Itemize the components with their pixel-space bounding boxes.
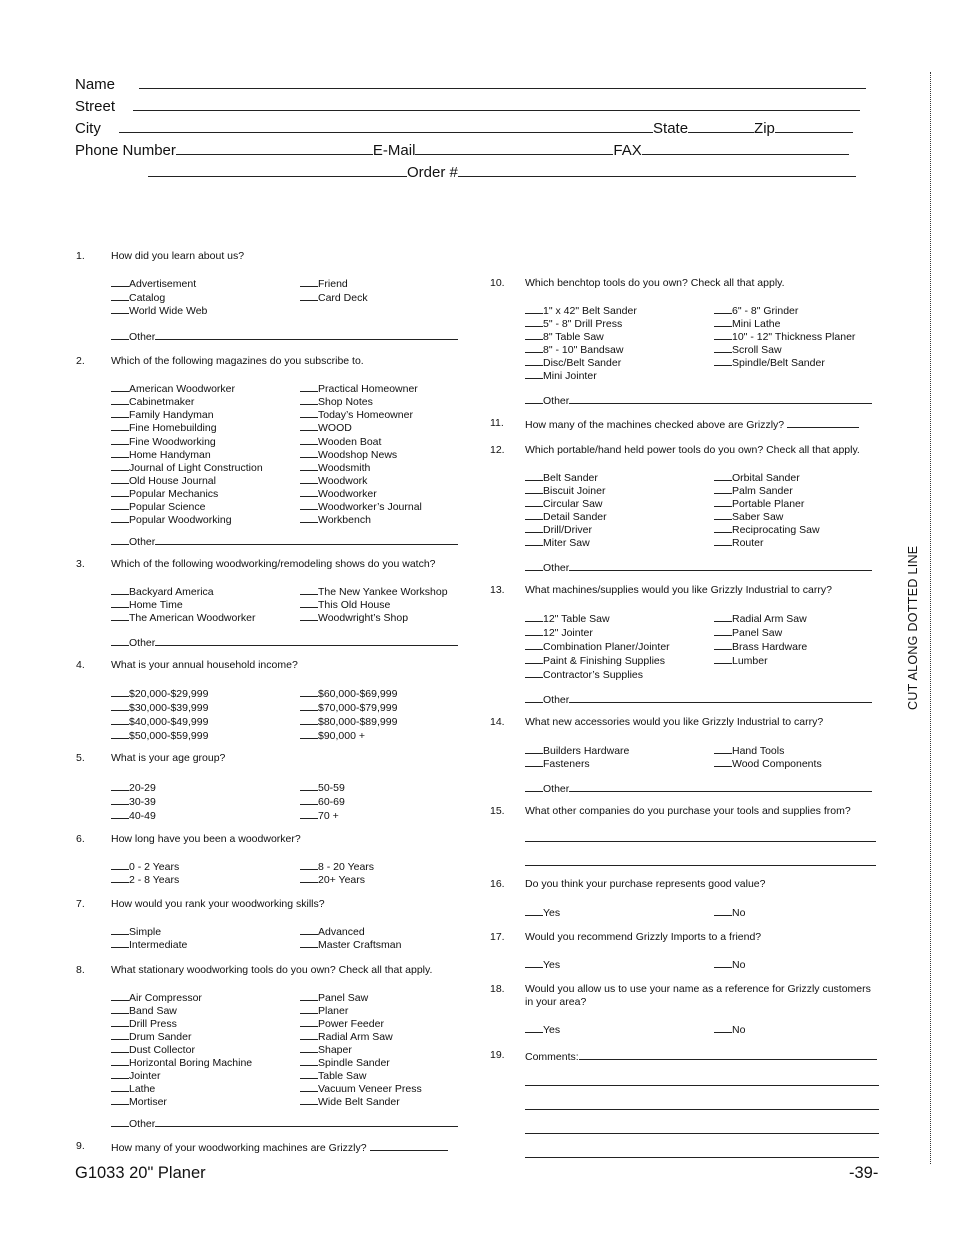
q16-no[interactable] bbox=[714, 905, 745, 920]
q6-option-label: 0 - 2 Years bbox=[129, 861, 180, 873]
q14-option-label: Fasteners bbox=[543, 758, 590, 770]
q8-other[interactable] bbox=[111, 1116, 458, 1131]
q2-option-label: American Woodworker bbox=[129, 383, 236, 395]
q5-option[interactable] bbox=[111, 780, 156, 795]
q10-text: Which benchtop tools do you own? Check all that apply. bbox=[525, 277, 785, 289]
q13-option-label: Brass Hardware bbox=[732, 641, 808, 653]
q5-option-label: 40-49 bbox=[129, 810, 156, 822]
q2-option-label: Workbench bbox=[318, 514, 371, 526]
footer-model: G1033 20" Planer bbox=[75, 1164, 206, 1182]
q5-option[interactable] bbox=[300, 780, 345, 795]
q15-answer-line-1[interactable] bbox=[525, 841, 876, 842]
q2-option-label: Woodsmith bbox=[318, 462, 371, 474]
street-row bbox=[75, 97, 860, 116]
other-label: Other bbox=[129, 331, 156, 343]
q14-option[interactable] bbox=[525, 756, 590, 771]
q18-text-continued: in your area? bbox=[525, 996, 587, 1008]
q19-comment-line-2[interactable] bbox=[525, 1109, 879, 1110]
q1-option-label: World Wide Web bbox=[129, 305, 208, 317]
q2-option-label: Popular Mechanics bbox=[129, 488, 219, 500]
q16-number: 16. bbox=[490, 878, 505, 890]
q2-option[interactable] bbox=[300, 420, 352, 435]
q8-option-label: Lathe bbox=[129, 1083, 156, 1095]
phone-row bbox=[75, 141, 849, 160]
q2-option[interactable] bbox=[111, 512, 232, 527]
q8-option-label: Spindle Sander bbox=[318, 1057, 390, 1069]
q2-option-label: Woodworker bbox=[318, 488, 377, 500]
q2-option-label: Woodworker’s Journal bbox=[318, 501, 422, 513]
q16-option-label: Yes bbox=[543, 907, 561, 919]
q1-other[interactable] bbox=[111, 329, 458, 344]
q16-yes[interactable] bbox=[525, 905, 560, 920]
q2-option-label: Cabinetmaker bbox=[129, 396, 195, 408]
q2-option[interactable] bbox=[300, 512, 371, 527]
q5-option[interactable] bbox=[111, 794, 156, 809]
q1-option-label: Friend bbox=[318, 278, 348, 290]
q4-text: What is your annual household income? bbox=[111, 659, 298, 671]
q14-option-label: Builders Hardware bbox=[543, 745, 630, 757]
q7-option[interactable] bbox=[300, 937, 401, 952]
q4-number: 4. bbox=[76, 659, 85, 671]
q4-option[interactable] bbox=[111, 714, 208, 729]
name-label: Name bbox=[75, 76, 116, 93]
q12-option-label: Router bbox=[732, 537, 764, 549]
q8-option-label: Horizontal Boring Machine bbox=[129, 1057, 253, 1069]
q8-number: 8. bbox=[76, 964, 85, 976]
q4-option[interactable] bbox=[111, 700, 208, 715]
q12-option-label: Belt Sander bbox=[543, 472, 598, 484]
q5-number: 5. bbox=[76, 752, 85, 764]
q13-option-label: 12" Jointer bbox=[543, 627, 593, 639]
q12-option-label: Biscuit Joiner bbox=[543, 485, 606, 497]
q13-option-label: 12" Table Saw bbox=[543, 613, 610, 625]
q14-option-label: Hand Tools bbox=[732, 745, 785, 757]
q13-option-label: Contractor’s Supplies bbox=[543, 669, 643, 681]
q3-option-label: This Old House bbox=[318, 599, 391, 611]
other-label: Other bbox=[129, 637, 156, 649]
footer-page-number: -39- bbox=[849, 1164, 879, 1182]
q13-number: 13. bbox=[490, 584, 505, 596]
q10-option-label: Mini Lathe bbox=[732, 318, 781, 330]
q15-text: What other companies do you purchase your tools and supplies from? bbox=[525, 805, 851, 817]
email-label: E-Mail bbox=[372, 142, 416, 159]
q9-text bbox=[111, 1140, 448, 1155]
q1-option-4[interactable] bbox=[300, 276, 348, 291]
q1-option-3[interactable] bbox=[111, 303, 207, 318]
order-field[interactable] bbox=[458, 163, 856, 177]
q1-option-label: Advertisement bbox=[129, 278, 197, 290]
q13-option-label: Panel Saw bbox=[732, 627, 783, 639]
q14-option-label: Wood Components bbox=[732, 758, 822, 770]
phone-label: Phone Number bbox=[75, 142, 176, 159]
q17-yes[interactable] bbox=[525, 957, 560, 972]
q7-option-label: Simple bbox=[129, 926, 162, 938]
q13-option[interactable] bbox=[525, 653, 665, 668]
q2-option-label: Old House Journal bbox=[129, 475, 216, 487]
q15-answer-line-2[interactable] bbox=[525, 865, 876, 866]
other-label: Other bbox=[129, 536, 156, 548]
q17-option-label: Yes bbox=[543, 959, 561, 971]
q11-number: 11. bbox=[490, 417, 504, 429]
q13-option-label: Combination Planer/Jointer bbox=[543, 641, 670, 653]
q3-option-label: The New Yankee Workshop bbox=[318, 586, 448, 598]
q13-other[interactable] bbox=[525, 692, 872, 707]
q2-option-label: Woodshop News bbox=[318, 449, 398, 461]
q12-option-label: Circular Saw bbox=[543, 498, 603, 510]
q13-option[interactable] bbox=[714, 653, 768, 668]
q2-option-label: Popular Science bbox=[129, 501, 206, 513]
q17-number: 17. bbox=[490, 931, 505, 943]
q16-option-label: No bbox=[732, 907, 746, 919]
q10-number: 10. bbox=[490, 277, 505, 289]
q2-option[interactable] bbox=[111, 420, 217, 435]
q13-option-label: Radial Arm Saw bbox=[732, 613, 807, 625]
q8-option-label: Planer bbox=[318, 1005, 349, 1017]
q4-option-label: $20,000-$29,999 bbox=[129, 688, 209, 700]
q1-text: How did you learn about us? bbox=[111, 250, 245, 262]
q4-option-label: $90,000 + bbox=[318, 730, 366, 742]
q2-option-label: Woodwork bbox=[318, 475, 368, 487]
q6-option[interactable] bbox=[111, 872, 179, 887]
q2-option-label: WOOD bbox=[318, 422, 352, 434]
q3-other[interactable] bbox=[111, 635, 458, 650]
q10-option-label: Mini Jointer bbox=[543, 370, 597, 382]
q13-option-label: Paint & Finishing Supplies bbox=[543, 655, 665, 667]
q10-option[interactable] bbox=[525, 368, 597, 383]
q13-option[interactable] bbox=[714, 639, 807, 654]
q8-option-label: Table Saw bbox=[318, 1070, 367, 1082]
q1-number: 1. bbox=[76, 250, 85, 262]
q5-option[interactable] bbox=[300, 808, 339, 823]
q8-option-label: Wide Belt Sander bbox=[318, 1096, 400, 1108]
q14-text: What new accessories would you like Grizzly Industrial to carry? bbox=[525, 716, 824, 728]
name-field[interactable] bbox=[139, 75, 866, 89]
q4-option-label: $70,000-$79,999 bbox=[318, 702, 398, 714]
q18-option-label: No bbox=[732, 1024, 746, 1036]
q6-number: 6. bbox=[76, 833, 85, 845]
q10-option-label: 5" - 8" Drill Press bbox=[543, 318, 623, 330]
q5-option-label: 50-59 bbox=[318, 782, 345, 794]
other-label: Other bbox=[543, 783, 570, 795]
q14-option[interactable] bbox=[714, 756, 822, 771]
order-row bbox=[148, 163, 856, 182]
email-field[interactable] bbox=[415, 141, 613, 155]
q13-option[interactable] bbox=[525, 667, 643, 682]
q8-option-label: Shaper bbox=[318, 1044, 352, 1056]
q2-text: Which of the following magazines do you subscribe to. bbox=[111, 355, 364, 367]
q6-option-label: 2 - 8 Years bbox=[129, 874, 180, 886]
q17-no[interactable] bbox=[714, 957, 745, 972]
q13-option[interactable] bbox=[525, 625, 593, 640]
q12-option-label: Palm Sander bbox=[732, 485, 793, 497]
q14-other[interactable] bbox=[525, 781, 872, 796]
q3-number: 3. bbox=[76, 558, 85, 570]
q1-option-5[interactable] bbox=[300, 290, 368, 305]
q7-number: 7. bbox=[76, 898, 85, 910]
other-label: Other bbox=[129, 1118, 156, 1130]
q19-comment-line-3[interactable] bbox=[525, 1133, 879, 1134]
phone-field[interactable] bbox=[176, 141, 373, 155]
q3-option-label: Home Time bbox=[129, 599, 183, 611]
q2-option-label: Family Handyman bbox=[129, 409, 214, 421]
q4-option[interactable] bbox=[300, 728, 365, 743]
q19-number: 19. bbox=[490, 1049, 505, 1061]
q6-option-label: 8 - 20 Years bbox=[318, 861, 375, 873]
q15-number: 15. bbox=[490, 805, 505, 817]
q10-other[interactable] bbox=[525, 393, 872, 408]
q5-text: What is your age group? bbox=[111, 752, 226, 764]
q1-option-1[interactable] bbox=[111, 276, 196, 291]
q18-option-label: Yes bbox=[543, 1024, 561, 1036]
q3-option[interactable] bbox=[300, 610, 408, 625]
q10-option-label: 8" - 10" Bandsaw bbox=[543, 344, 624, 356]
q17-text: Would you recommend Grizzly Imports to a friend? bbox=[525, 931, 762, 943]
q19-comment-line-1[interactable] bbox=[525, 1085, 879, 1086]
q18-number: 18. bbox=[490, 983, 505, 995]
q9-answer-field[interactable] bbox=[370, 1140, 448, 1151]
name-row bbox=[75, 75, 866, 94]
q11-label: How many of the machines checked above are Grizzly? bbox=[525, 419, 785, 431]
q12-text: Which portable/hand held power tools do you own? Check all that apply. bbox=[525, 444, 860, 456]
q11-text bbox=[525, 417, 859, 432]
q4-option-label: $40,000-$49,999 bbox=[129, 716, 209, 728]
q2-option-label: Journal of Light Construction bbox=[129, 462, 263, 474]
cut-instruction: CUT ALONG DOTTED LINE bbox=[906, 545, 920, 710]
q3-option-label: Backyard America bbox=[129, 586, 214, 598]
q5-option-label: 20-29 bbox=[129, 782, 156, 794]
q10-option-label: 8" Table Saw bbox=[543, 331, 604, 343]
q12-option-label: Orbital Sander bbox=[732, 472, 800, 484]
other-label: Other bbox=[543, 694, 570, 706]
q2-option-label: Fine Homebuilding bbox=[129, 422, 217, 434]
city-row bbox=[75, 119, 853, 138]
q1-option-label: Catalog bbox=[129, 292, 166, 304]
q13-option[interactable] bbox=[714, 611, 807, 626]
q4-option[interactable] bbox=[111, 728, 208, 743]
q13-option[interactable] bbox=[525, 639, 670, 654]
q7-option[interactable] bbox=[111, 937, 187, 952]
q2-number: 2. bbox=[76, 355, 85, 367]
q2-option-label: Home Handyman bbox=[129, 449, 211, 461]
q4-option[interactable] bbox=[300, 686, 397, 701]
q19-text bbox=[525, 1049, 877, 1064]
q8-option[interactable] bbox=[111, 1094, 167, 1109]
street-field[interactable] bbox=[133, 97, 860, 111]
q8-option-label: Power Feeder bbox=[318, 1018, 384, 1030]
q1-option-label: Card Deck bbox=[318, 292, 368, 304]
q19-comment-field[interactable] bbox=[579, 1049, 877, 1060]
q4-option[interactable] bbox=[300, 700, 397, 715]
q9-label: How many of your woodworking machines are Grizzly? bbox=[111, 1142, 367, 1154]
q8-option-label: Radial Arm Saw bbox=[318, 1031, 393, 1043]
q5-option[interactable] bbox=[300, 794, 345, 809]
q7-option-label: Master Craftsman bbox=[318, 939, 402, 951]
q4-option-label: $30,000-$39,999 bbox=[129, 702, 209, 714]
q2-option-label: Today’s Homeowner bbox=[318, 409, 413, 421]
city-field[interactable] bbox=[119, 119, 653, 133]
order-prefix-field[interactable] bbox=[148, 163, 407, 177]
q3-option-label: Woodwright’s Shop bbox=[318, 612, 409, 624]
order-label: Order # bbox=[407, 164, 458, 181]
q13-text: What machines/supplies would you like Grizzly Industrial to carry? bbox=[525, 584, 832, 596]
q12-option-label: Saber Saw bbox=[732, 511, 784, 523]
q2-option-label: Practical Homeowner bbox=[318, 383, 418, 395]
q13-option[interactable] bbox=[714, 625, 782, 640]
q8-option-label: Mortiser bbox=[129, 1096, 167, 1108]
q8-option-label: Drill Press bbox=[129, 1018, 177, 1030]
q13-option-label: Lumber bbox=[732, 655, 768, 667]
q12-other[interactable] bbox=[525, 560, 872, 575]
city-label: City bbox=[75, 120, 101, 137]
q12-number: 12. bbox=[490, 444, 505, 456]
cut-line bbox=[930, 72, 931, 1164]
q12-option-label: Miter Saw bbox=[543, 537, 590, 549]
q8-option-label: Air Compressor bbox=[129, 992, 202, 1004]
q10-option-label: 1" x 42" Belt Sander bbox=[543, 305, 637, 317]
state-label: State bbox=[653, 120, 689, 137]
q5-option-label: 70 + bbox=[318, 810, 339, 822]
q10-option-label: Spindle/Belt Sander bbox=[732, 357, 825, 369]
q7-option-label: Advanced bbox=[318, 926, 365, 938]
q10-option-label: Scroll Saw bbox=[732, 344, 782, 356]
street-label: Street bbox=[75, 98, 116, 115]
fax-field[interactable] bbox=[642, 141, 849, 155]
q12-option[interactable] bbox=[525, 535, 590, 550]
q2-other[interactable] bbox=[111, 534, 458, 549]
q8-option-label: Dust Collector bbox=[129, 1044, 195, 1056]
q4-option-label: $60,000-$69,999 bbox=[318, 688, 398, 700]
q19-comment-line-4[interactable] bbox=[525, 1157, 879, 1158]
other-label: Other bbox=[543, 395, 570, 407]
q19-label: Comments: bbox=[525, 1051, 579, 1063]
q4-option[interactable] bbox=[300, 714, 397, 729]
q12-option-label: Portable Planer bbox=[732, 498, 805, 510]
q9-number: 9. bbox=[76, 1140, 85, 1152]
q2-option-label: Wooden Boat bbox=[318, 436, 382, 448]
q11-answer-field[interactable] bbox=[787, 417, 859, 428]
q2-option-label: Shop Notes bbox=[318, 396, 373, 408]
q13-option[interactable] bbox=[525, 611, 610, 626]
q12-option[interactable] bbox=[714, 535, 764, 550]
q18-no[interactable] bbox=[714, 1022, 745, 1037]
q8-text: What stationary woodworking tools do you own? Check all that apply. bbox=[111, 964, 433, 976]
q17-option-label: No bbox=[732, 959, 746, 971]
q8-option-label: Drum Sander bbox=[129, 1031, 192, 1043]
q10-option-label: Disc/Belt Sander bbox=[543, 357, 622, 369]
q3-option-label: The American Woodworker bbox=[129, 612, 256, 624]
q18-text: Would you allow us to use your name as a reference for Grizzly customers bbox=[525, 983, 871, 995]
q4-option-label: $80,000-$89,999 bbox=[318, 716, 398, 728]
q10-option[interactable] bbox=[714, 355, 825, 370]
q8-option[interactable] bbox=[300, 1094, 400, 1109]
q4-option-label: $50,000-$59,999 bbox=[129, 730, 209, 742]
q18-yes[interactable] bbox=[525, 1022, 560, 1037]
q8-option-label: Band Saw bbox=[129, 1005, 177, 1017]
other-label: Other bbox=[543, 562, 570, 574]
q14-number: 14. bbox=[490, 716, 505, 728]
zip-label: Zip bbox=[754, 120, 775, 137]
q2-option-label: Popular Woodworking bbox=[129, 514, 232, 526]
q3-option[interactable] bbox=[111, 610, 255, 625]
zip-field[interactable] bbox=[775, 119, 853, 133]
q6-option-label: 20+ Years bbox=[318, 874, 366, 886]
q7-option-label: Intermediate bbox=[129, 939, 188, 951]
q5-option[interactable] bbox=[111, 808, 156, 823]
q10-option-label: 10" - 12" Thickness Planer bbox=[732, 331, 856, 343]
fax-label: FAX bbox=[613, 142, 642, 159]
q10-option-label: 6" - 8" Grinder bbox=[732, 305, 799, 317]
q8-option-label: Panel Saw bbox=[318, 992, 369, 1004]
q5-option-label: 60-69 bbox=[318, 796, 345, 808]
q12-option-label: Drill/Driver bbox=[543, 524, 592, 536]
q12-option-label: Reciprocating Saw bbox=[732, 524, 820, 536]
q6-option[interactable] bbox=[300, 872, 365, 887]
q3-text: Which of the following woodworking/remodeling shows do you watch? bbox=[111, 558, 436, 570]
q5-option-label: 30-39 bbox=[129, 796, 156, 808]
q6-text: How long have you been a woodworker? bbox=[111, 833, 301, 845]
q8-option-label: Jointer bbox=[129, 1070, 161, 1082]
q2-option-label: Fine Woodworking bbox=[129, 436, 216, 448]
q8-option-label: Vacuum Veneer Press bbox=[318, 1083, 422, 1095]
q7-text: How would you rank your woodworking skills? bbox=[111, 898, 325, 910]
q12-option-label: Detail Sander bbox=[543, 511, 607, 523]
state-field[interactable] bbox=[688, 119, 754, 133]
q4-option[interactable] bbox=[111, 686, 208, 701]
q16-text: Do you think your purchase represents good value? bbox=[525, 878, 766, 890]
